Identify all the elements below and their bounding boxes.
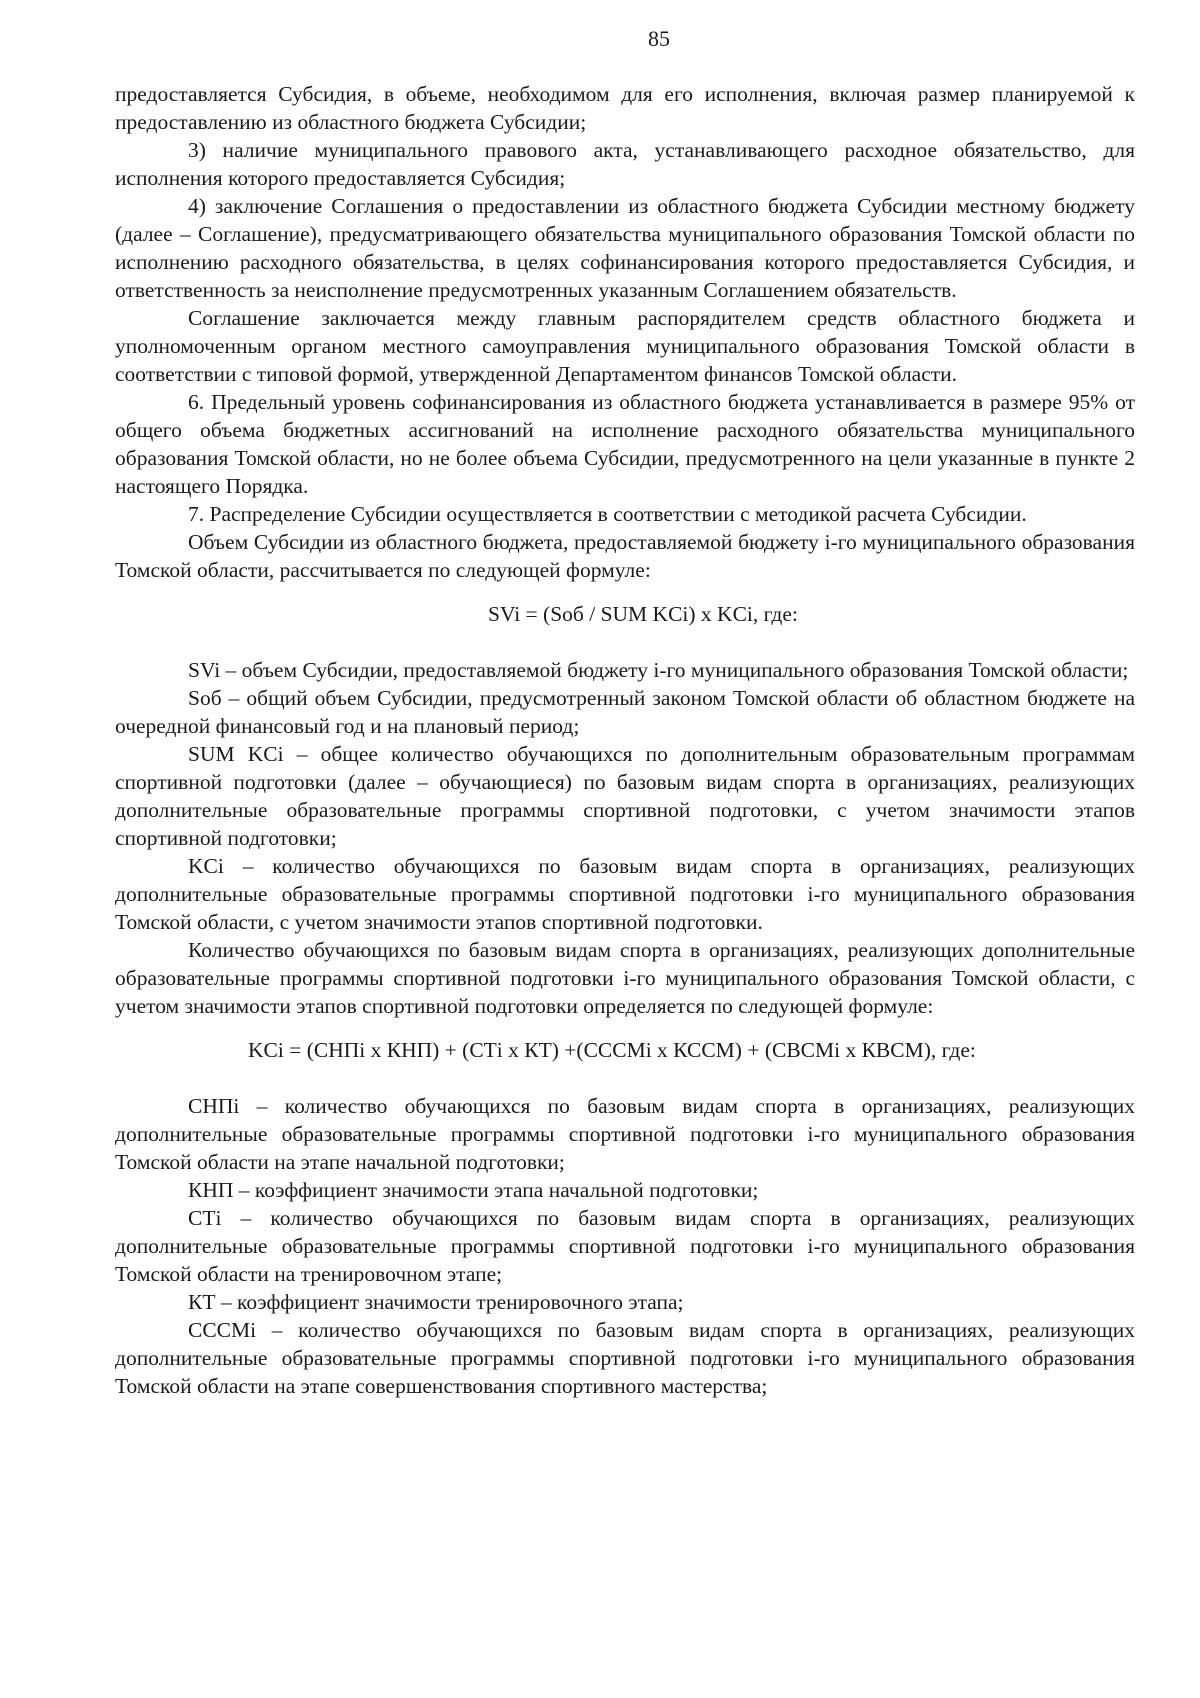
paragraph-item-7: 7. Распределение Субсидии осуществляется в соответствии с методикой расчета Субсидии. [188,502,1027,526]
definition-kt: КТ – коэффициент значимости тренировочного этапа; [188,1290,684,1314]
paragraph-item-3: 3) наличие муниципального правового акта, устанавливающего расходное обязательство, для исполнения которого предоставляется Субсидия; [115,138,1135,190]
definition-sob: Sоб – общий объем Субсидии, предусмотренный законом Томской области об областном бюджете на очередной финансовый год и на плановый период; [115,686,1135,738]
definition-sssmi: СССМi – количество обучающихся по базовым видам спорта в организациях, реализующих дополнительные образовательные программы спортивной подготовки i-го муниципального образования Томской области на этапе совершенствования спортивного мастерства; [115,1318,1135,1398]
paragraph-continuation: предоставляется Субсидия, в объеме, необходимом для его исполнения, включая размер планируемой к предоставлению из областного бюджета Субсидии; [115,82,1135,134]
document-body [115,80,1135,1400]
paragraph-item-6: 6. Предельный уровень софинансирования из областного бюджета устанавливается в размере 95% от общего объема бюджетных ассигнований на исполнение расходного обязательства муниципального образования Томской области, но не более объема Субсидии, предусмотренного на цели указанные в пункте 2 настоящего Порядка. [115,390,1135,498]
paragraph-kci-count: Количество обучающихся по базовым видам спорта в организациях, реализующих дополнительные образовательные программы спортивной подготовки i-го муниципального образования Томской области, с учетом значимости этапов спортивной подготовки определяется по следующей формуле: [115,938,1135,1018]
definition-svi: SVi – объем Субсидии, предоставляемой бюджету i-го муниципального образования Томской области; [188,658,1129,682]
definition-sum-kci: SUM KCi – общее количество обучающихся по дополнительным образовательным программам спортивной подготовки (далее – обучающиеся) по базовым видам спорта в организациях, реализующих дополнительные образовательные программы спортивной подготовки, с учетом значимости этапов спортивной подготовки; [115,742,1135,850]
formula-subsidy: SVi = (Sоб / SUM KCi) x KCi, где: [488,602,798,626]
paragraph-subsidy-volume: Объем Субсидии из областного бюджета, предоставляемой бюджету i-го муниципального образования Томской области, рассчитывается по следующей формуле: [115,530,1135,582]
definition-knp: КНП – коэффициент значимости этапа начальной подготовки; [188,1178,759,1202]
paragraph-item-4: 4) заключение Соглашения о предоставлении из областного бюджета Субсидии местному бюджету (далее – Соглашение), предусматривающего обязательства муниципального образования Томской области по исполнению расходного обязательства, в целях софинансирования которого предоставляется Субсидия, и ответственность за неисполнение предусмотренных указанным Соглашением обязательств. [115,194,1135,302]
definition-kci: KCi – количество обучающихся по базовым видам спорта в организациях, реализующих дополнительные образовательные программы спортивной подготовки i-го муниципального образования Томской области, с учетом значимости этапов спортивной подготовки. [115,854,1135,934]
definition-sti: СТi – количество обучающихся по базовым видам спорта в организациях, реализующих дополнительные образовательные программы спортивной подготовки i-го муниципального образования Томской области на тренировочном этапе; [115,1206,1135,1286]
page-number: 85 [648,26,670,51]
paragraph-agreement: Соглашение заключается между главным распорядителем средств областного бюджета и уполномоченным органом местного самоуправления муниципального образования Томской области в соответствии с типовой формой, утвержденной Департаментом финансов Томской области. [115,306,1135,386]
formula-kci: KCi = (СНПi x КНП) + (СТi x КТ) +(СССМi x КССМ) + (СВСМi x КВСМ), где: [248,1038,976,1062]
definition-snpi: СНПi – количество обучающихся по базовым видам спорта в организациях, реализующих дополнительные образовательные программы спортивной подготовки i-го муниципального образования Томской области на этапе начальной подготовки; [115,1094,1135,1174]
